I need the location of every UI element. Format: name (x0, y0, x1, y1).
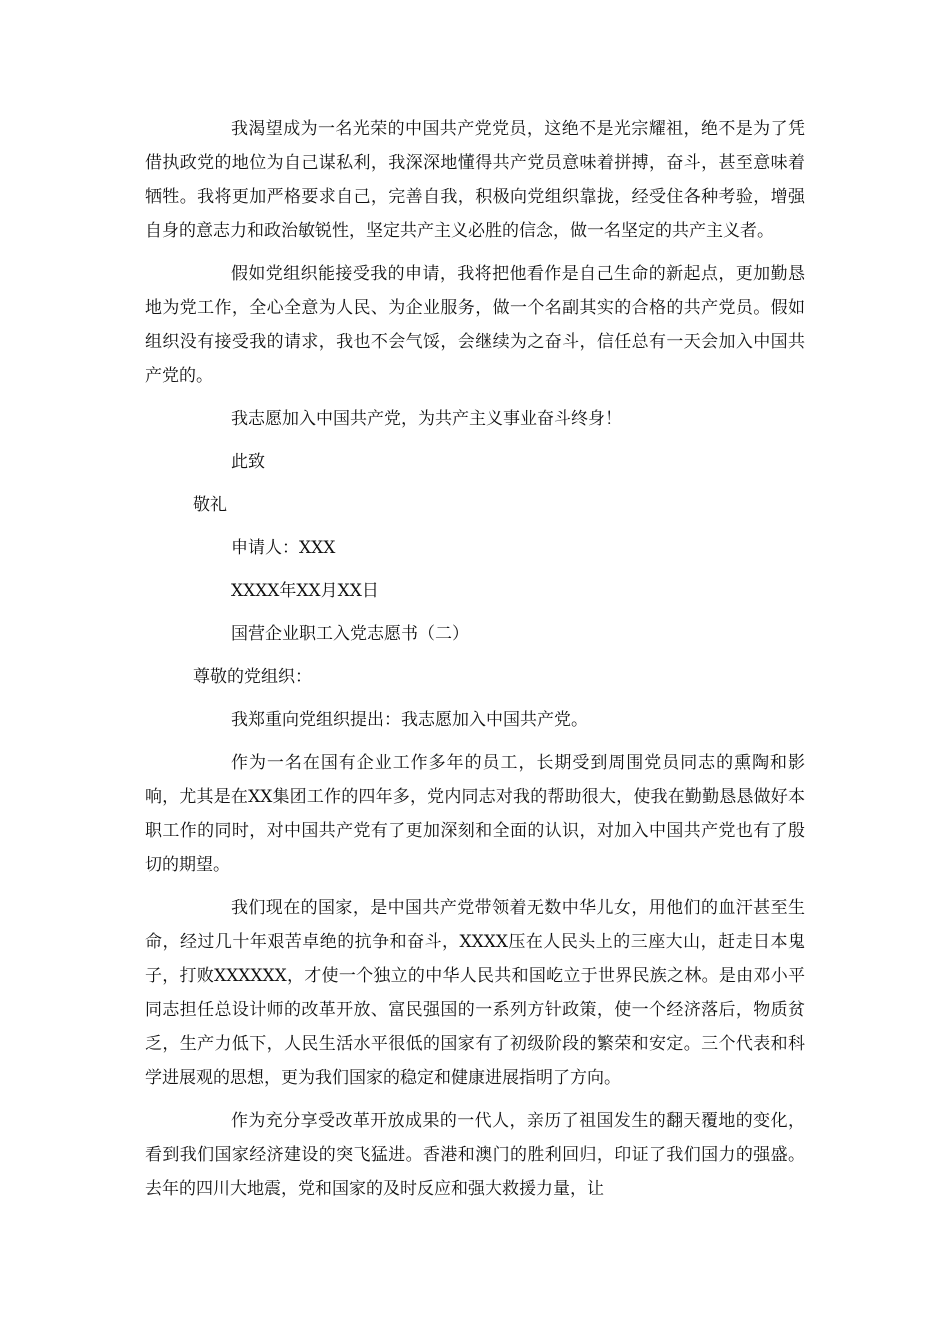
document-body (145, 112, 805, 1215)
section-title: 国营企业职工入党志愿书（二） (231, 624, 469, 644)
application-statement: 我郑重向党组织提出：我志愿加入中国共产党。 (231, 710, 588, 730)
applicant-signature: 申请人：XXX (231, 538, 336, 558)
closing-salutation: 此致 (231, 452, 265, 472)
application-date: XXXX年XX月XX日 (231, 581, 379, 601)
body-paragraph: 我渴望成为一名光荣的中国共产党党员，这绝不是光宗耀祖，绝不是为了凭借执政党的地位为自己谋私利，我深深地懂得共产党员意味着拼搏，奋斗，甚至意味着牺牲。我将更加严格要求自己，完善自我，积极向党组织靠拢，经受住各种考验，增强自身的意志力和政治敏锐性，坚定共产主义必胜的信念，做一名坚定的共产主义者。 (145, 119, 805, 241)
pledge-line: 我志愿加入中国共产党，为共产主义事业奋斗终身！ (231, 409, 622, 429)
letter-greeting: 尊敬的党组织： (193, 667, 312, 687)
body-paragraph: 作为一名在国有企业工作多年的员工，长期受到周围党员同志的熏陶和影响，尤其是在XX集团工作的四年多，党内同志对我的帮助很大，使我在勤勤恳恳做好本职工作的同时，对中国共产党有了更加深刻和全面的认识，对加入中国共产党也有了殷切的期望。 (145, 753, 805, 875)
body-paragraph: 我们现在的国家，是中国共产党带领着无数中华儿女，用他们的血汗甚至生命，经过几十年艰苦卓绝的抗争和奋斗，XXXX压在人民头上的三座大山，赶走日本鬼子，打败XXXXXX，才使一个独立的中华人民共和国屹立于世界民族之林。是由邓小平同志担任总设计师的改革开放、富民强国的一系列方针政策，使一个经济落后，物质贫乏，生产力低下，人民生活水平很低的国家有了初级阶段的繁荣和安定。三个代表和科学进展观的思想，更为我们国家的稳定和健康进展指明了方向。 (145, 898, 805, 1088)
body-paragraph: 假如党组织能接受我的申请，我将把他看作是自己生命的新起点，更加勤恳地为党工作，全心全意为人民、为企业服务，做一个名副其实的合格的共产党员。假如组织没有接受我的请求，我也不会气馁，会继续为之奋斗，信任总有一天会加入中国共产党的。 (145, 264, 805, 386)
body-paragraph: 作为充分享受改革开放成果的一代人，亲历了祖国发生的翻天覆地的变化，看到我们国家经济建设的突飞猛进。香港和澳门的胜利回归，印证了我们国力的强盛。去年的四川大地震，党和国家的及时反应和强大救援力量，让 (145, 1111, 805, 1199)
closing-regards: 敬礼 (193, 495, 227, 515)
